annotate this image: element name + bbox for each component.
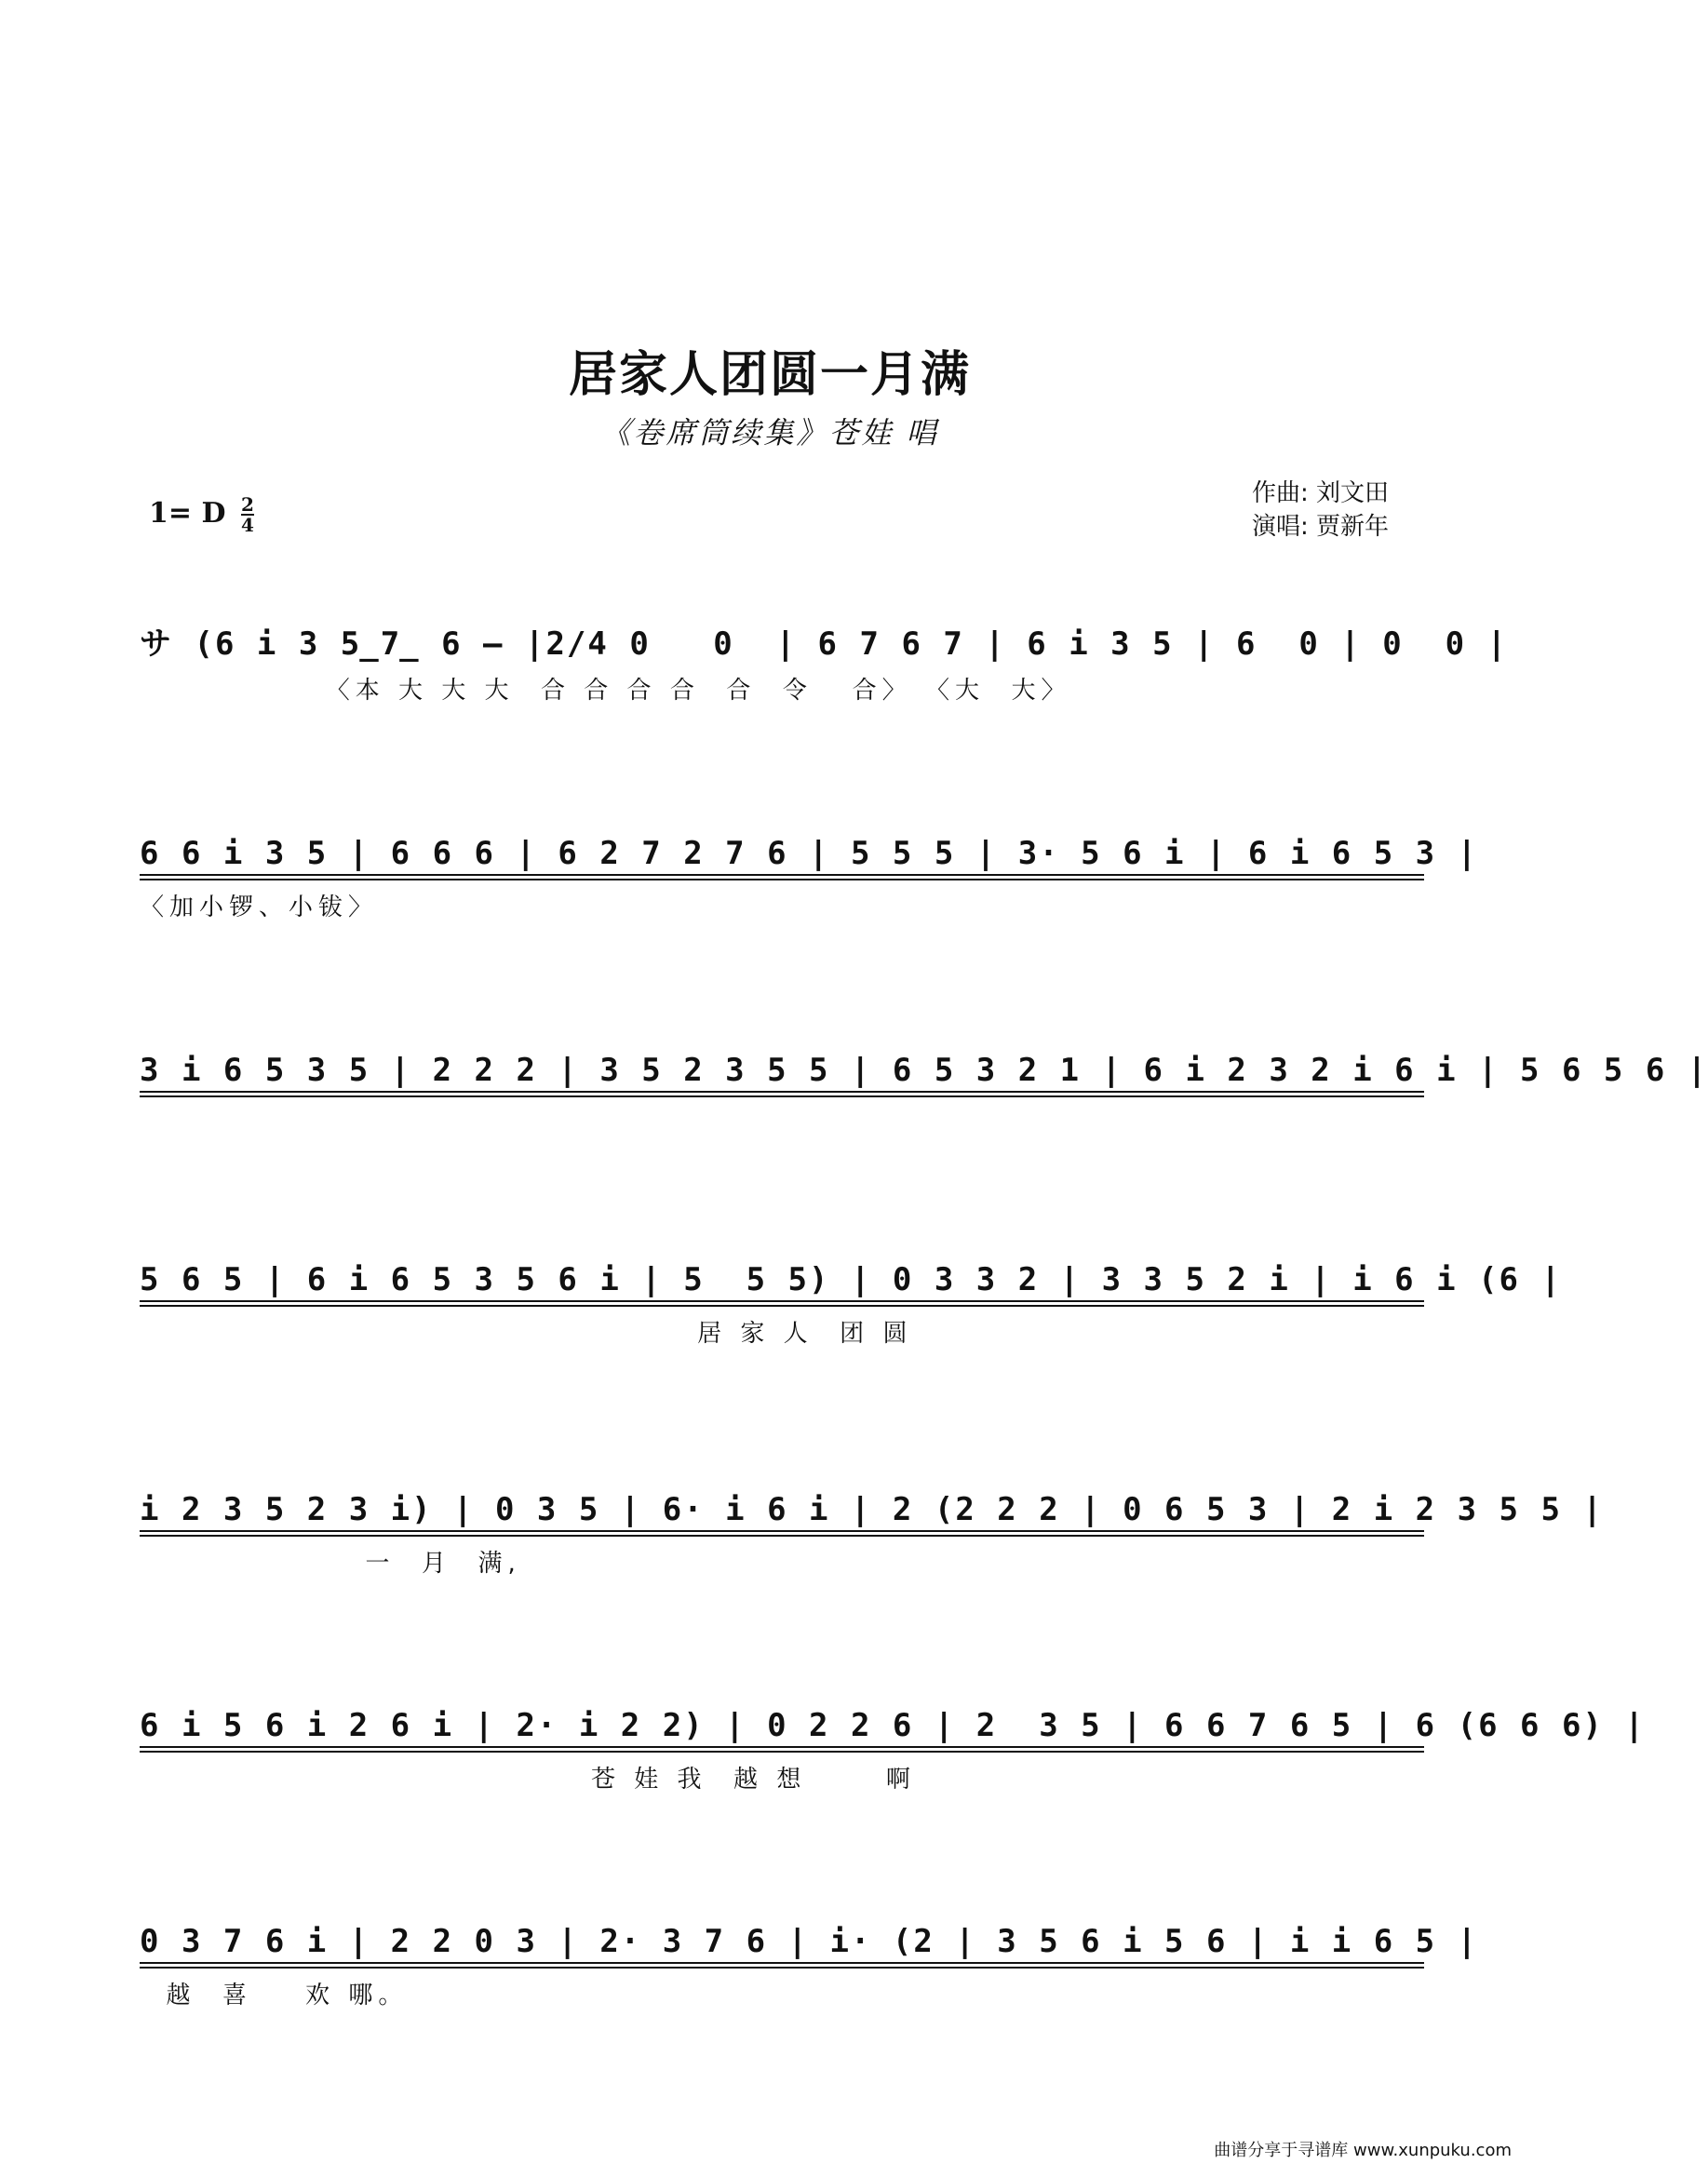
staff-lyrics: 〈加小锣、小钹〉 <box>140 894 379 921</box>
staff-1 <box>140 624 1509 709</box>
staff-underlines <box>140 1746 1424 1754</box>
staff-6 <box>140 1705 1646 1798</box>
staff-underlines <box>140 874 1424 881</box>
staff-underlines <box>140 1530 1424 1538</box>
staff-lyrics <box>140 1106 1424 1143</box>
time-signature <box>241 495 254 534</box>
staff-notes: i 2 3 5 2 3 i) | 0 3 5 | 6· i 6 i | 2 (2 2 2 | 0 6 5 3 | 2 i 2 3 5 5 | <box>140 1491 1604 1528</box>
staff-4 <box>140 1259 1562 1352</box>
staff-underlines <box>140 1091 1424 1098</box>
key-label: 1= D <box>149 497 226 530</box>
credits <box>1252 477 1389 544</box>
staff-lyrics: 一 月 满, <box>140 1550 521 1578</box>
footer-credit: 曲谱分享于寻谱库 www.xunpuku.com <box>1214 2141 1512 2160</box>
staff-lyrics: 居 家 人 团 圆 <box>140 1320 913 1348</box>
staff-notes: 5 6 5 | 6 i 6 5 3 5 6 i | 5 5 5) | 0 3 3 2 | 3 3 5 2 i | i 6 i (6 | <box>140 1261 1562 1298</box>
staff-lyrics: 苍 娃 我 越 想 啊 <box>140 1766 916 1794</box>
staff-lyrics: 〈本 大 大 大 合 合 合 合 合 令 合〉 〈大 大〉 <box>140 677 1071 705</box>
staff-7 <box>140 1921 1479 2014</box>
staff-notes: サ (6 i 3 5̲7̲ 6 – |2/4 0 0 | 6 7 6 7 | 6 i 3 5 | 6 0 | 0 0 | <box>140 625 1509 663</box>
page-subtitle: 《卷席筒续集》苍娃 唱 <box>600 415 939 450</box>
staff-notes: 3 i 6 5 3 5 | 2 2 2 | 3 5 2 3 5 5 | 6 5 3 2 1 | 6 i 2 3 2 i 6 i | 5 6 5 6 | <box>140 1052 1708 1089</box>
performer: 演唱: 贾新年 <box>1252 513 1390 541</box>
staff-3 <box>140 1050 1708 1143</box>
page-title: 居家人团圆一月满 <box>568 346 971 403</box>
staff-2 <box>140 833 1479 926</box>
staff-notes: 0 3 7 6 i | 2 2 0 3 | 2· 3 7 6 | i· (2 | 3 5 6 i 5 6 | i i 6 5 | <box>140 1923 1479 1960</box>
composer: 作曲: 刘文田 <box>1252 479 1390 507</box>
staff-underlines <box>140 1962 1424 1969</box>
staff-lyrics: 越 喜 欢 哪。 <box>140 1982 409 2009</box>
time-denominator: 4 <box>240 514 254 536</box>
key-signature <box>149 495 254 534</box>
staff-notes: 6 6 i 3 5 | 6 6 6 | 6 2 7 2 7 6 | 5 5 5 | 3· 5 6 i | 6 i 6 5 3 | <box>140 835 1479 872</box>
time-numerator: 2 <box>240 493 254 516</box>
staff-underlines <box>140 1300 1424 1308</box>
staff-5 <box>140 1489 1604 1582</box>
staff-notes: 6 i 5 6 i 2 6 i | 2· i 2 2) | 0 2 2 6 | 2 3 5 | 6 6 7 6 5 | 6 (6 6 6) | <box>140 1707 1646 1744</box>
